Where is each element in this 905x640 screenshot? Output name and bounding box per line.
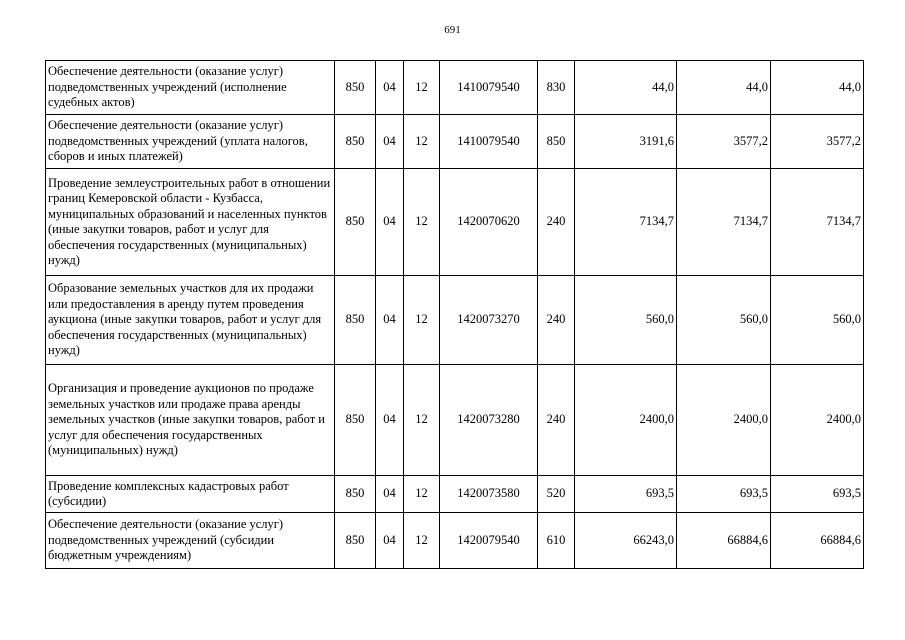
target-article: 1420073270 [440, 276, 538, 365]
amount-1: 560,0 [575, 276, 677, 365]
amount-1: 2400,0 [575, 365, 677, 476]
target-article: 1420079540 [440, 513, 538, 569]
page-number: 691 [444, 24, 461, 36]
row-name: Проведение комплексных кадастровых работ (субсидии) [46, 476, 335, 513]
amount-2: 560,0 [677, 276, 771, 365]
ministry-code: 850 [335, 365, 376, 476]
amount-3: 66884,6 [771, 513, 864, 569]
target-article: 1420070620 [440, 169, 538, 276]
section-code: 04 [376, 169, 404, 276]
section-code: 04 [376, 476, 404, 513]
ministry-code: 850 [335, 476, 376, 513]
subsection-code: 12 [404, 476, 440, 513]
section-code: 04 [376, 61, 404, 115]
table-row [46, 513, 864, 569]
amount-1: 44,0 [575, 61, 677, 115]
subsection-code: 12 [404, 276, 440, 365]
expense-type: 240 [538, 276, 575, 365]
section-code: 04 [376, 513, 404, 569]
table-row [46, 476, 864, 513]
expense-type: 610 [538, 513, 575, 569]
amount-3: 2400,0 [771, 365, 864, 476]
table-row [46, 61, 864, 115]
target-article: 1420073280 [440, 365, 538, 476]
amount-2: 3577,2 [677, 115, 771, 169]
expense-type: 240 [538, 169, 575, 276]
ministry-code: 850 [335, 115, 376, 169]
expense-type: 520 [538, 476, 575, 513]
subsection-code: 12 [404, 513, 440, 569]
subsection-code: 12 [404, 169, 440, 276]
amount-2: 44,0 [677, 61, 771, 115]
target-article: 1410079540 [440, 61, 538, 115]
amount-3: 693,5 [771, 476, 864, 513]
ministry-code: 850 [335, 169, 376, 276]
subsection-code: 12 [404, 115, 440, 169]
amount-3: 44,0 [771, 61, 864, 115]
row-name: Организация и проведение аукционов по продаже земельных участков или продаже права аренды земельных участков (иные закупки товаров, работ и услуг для обеспечения государственных (муниципальных) нужд) [46, 365, 335, 476]
row-name: Проведение землеустроительных работ в отношении границ Кемеровской области - Кузбасса, муниципальных образований и населенных пунктов (иные закупки товаров, работ и услуг для обеспечения государственных (муниципальных) нужд) [46, 169, 335, 276]
row-name: Обеспечение деятельности (оказание услуг) подведомственных учреждений (исполнение судебных актов) [46, 61, 335, 115]
row-name: Обеспечение деятельности (оказание услуг) подведомственных учреждений (уплата налогов, сборов и иных платежей) [46, 115, 335, 169]
expense-type: 850 [538, 115, 575, 169]
amount-3: 3577,2 [771, 115, 864, 169]
amount-2: 7134,7 [677, 169, 771, 276]
amount-1: 693,5 [575, 476, 677, 513]
expense-type: 240 [538, 365, 575, 476]
section-code: 04 [376, 115, 404, 169]
expense-type: 830 [538, 61, 575, 115]
table-row [46, 115, 864, 169]
section-code: 04 [376, 365, 404, 476]
subsection-code: 12 [404, 61, 440, 115]
table-row [46, 169, 864, 276]
ministry-code: 850 [335, 61, 376, 115]
amount-3: 560,0 [771, 276, 864, 365]
target-article: 1410079540 [440, 115, 538, 169]
row-name: Образование земельных участков для их продажи или предоставления в аренду путем проведения аукциона (иные закупки товаров, работ и услуг для обеспечения государственных (муниципальных) нужд) [46, 276, 335, 365]
amount-3: 7134,7 [771, 169, 864, 276]
amount-1: 7134,7 [575, 169, 677, 276]
amount-1: 3191,6 [575, 115, 677, 169]
ministry-code: 850 [335, 513, 376, 569]
ministry-code: 850 [335, 276, 376, 365]
table-row [46, 276, 864, 365]
amount-1: 66243,0 [575, 513, 677, 569]
target-article: 1420073580 [440, 476, 538, 513]
row-name: Обеспечение деятельности (оказание услуг) подведомственных учреждений (субсидии бюджетным учреждениям) [46, 513, 335, 569]
budget-table [45, 60, 864, 569]
amount-2: 693,5 [677, 476, 771, 513]
subsection-code: 12 [404, 365, 440, 476]
amount-2: 2400,0 [677, 365, 771, 476]
section-code: 04 [376, 276, 404, 365]
amount-2: 66884,6 [677, 513, 771, 569]
table-row [46, 365, 864, 476]
